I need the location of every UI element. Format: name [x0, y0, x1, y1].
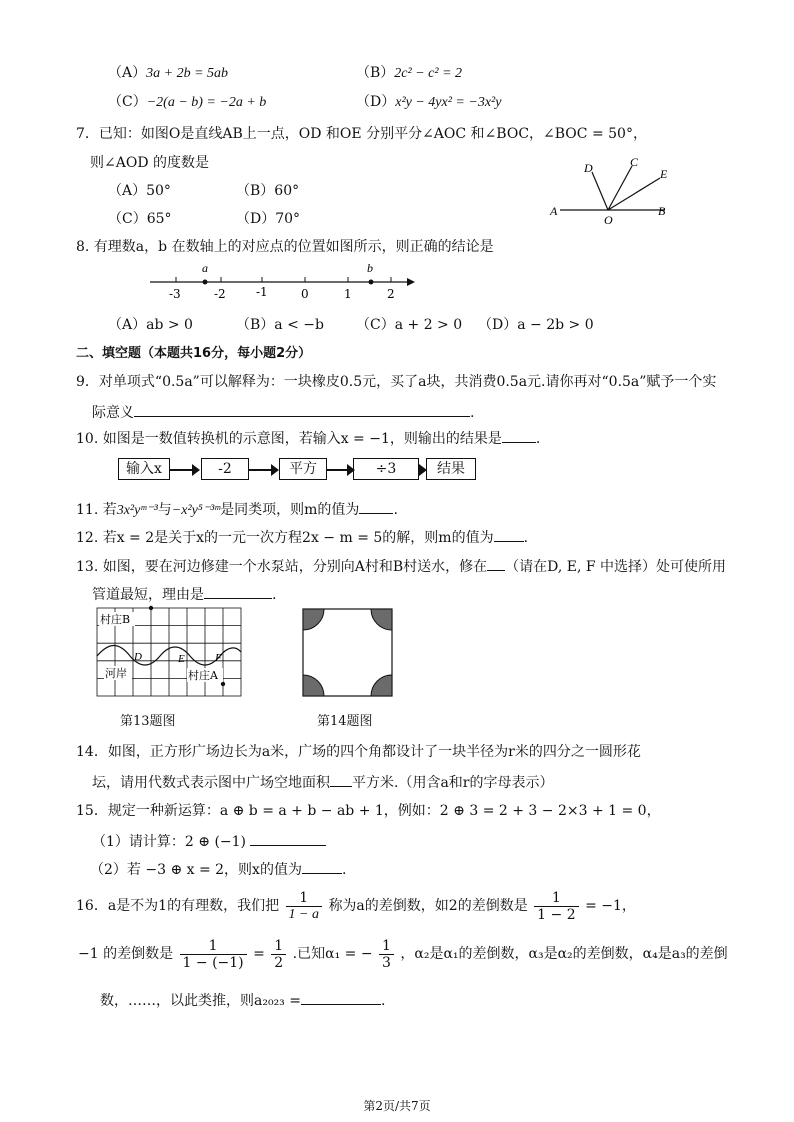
q15-part2-blank[interactable] — [302, 859, 342, 874]
q9-label: 际意义 — [92, 405, 134, 421]
fraction-1-over-1-minus-2 — [534, 890, 578, 923]
option-label: （D） — [356, 94, 396, 110]
tick-label: -3 — [169, 287, 181, 301]
q11-post: 是同类项，则m的值为 — [220, 502, 360, 518]
q15-part1-blank[interactable] — [250, 831, 326, 846]
village-b-label: 村庄B — [100, 613, 131, 626]
period: . — [272, 587, 277, 603]
period: . — [523, 530, 529, 546]
q10-label: 10. 如图是一数值转换机的示意图，若输入x = −1，则输出的结果是 — [76, 431, 502, 447]
q8-option-a: （A）ab > 0 — [108, 317, 193, 333]
q14-label-b: 平方米.（用含a和r的字母表示） — [352, 775, 554, 791]
arrow — [326, 469, 348, 471]
q16-mid1: 称为a的差倒数，如2的差倒数是 — [328, 898, 528, 914]
section-2-title: 二、填空题（本题共16分，每小题2分） — [76, 346, 312, 361]
caption-14: 第14题图 — [317, 714, 373, 729]
option-expr: −2(a − b) = −2a + b — [146, 95, 267, 110]
q14-line2 — [92, 772, 554, 792]
q13-line2 — [92, 584, 276, 604]
option-expr: 3a + 2b = 5ab — [146, 66, 229, 81]
numerator: 1 — [271, 938, 286, 955]
label-a: a — [202, 261, 208, 275]
fraction-1-over-2 — [271, 938, 286, 971]
q16-line2-post: ，α₂是α₁的差倒数，α₃是α₂的差倒数，α₄是a₃的差倒 — [400, 946, 728, 962]
q12-label: 12. 若x = 2是关于x的一元一次方程2x − m = 5的解，则m的值为 — [76, 530, 494, 546]
q16-pre: 16．a是不为1的有理数，我们把 — [76, 898, 280, 914]
ray-od — [592, 172, 608, 210]
ticks — [176, 277, 391, 282]
arrow — [418, 469, 420, 471]
caption-13: 第13题图 — [120, 714, 176, 729]
q13-label-b: （请在D, E, F 中选择）处可使所用 — [505, 559, 727, 575]
q12-text — [76, 527, 528, 547]
numerator: 1 — [379, 938, 394, 955]
q11-answer-blank[interactable] — [359, 499, 393, 514]
q6-option-d — [356, 93, 501, 112]
label-f: F — [215, 652, 222, 664]
village-a-label: 村庄A — [188, 669, 218, 682]
label-d: D — [584, 161, 593, 175]
period: . — [380, 993, 386, 1009]
denominator: 1 − a — [288, 906, 319, 922]
axis-arrow — [407, 278, 415, 286]
tick-label: 1 — [344, 287, 352, 301]
arrow — [169, 469, 193, 471]
q6-option-a — [108, 64, 228, 83]
tick-label: -2 — [214, 287, 226, 301]
river-label: 河岸 — [105, 667, 127, 680]
q16-line2-pre: −1 的差倒数是 — [78, 946, 174, 962]
q7-option-c: （C）65° — [108, 211, 172, 227]
q16-line1 — [76, 888, 636, 924]
q13-reason-label: 管道最短，理由是 — [92, 587, 204, 603]
period: . — [470, 405, 475, 421]
denominator: 2 — [274, 954, 284, 971]
q8-number-line — [145, 258, 420, 304]
q6-option-b — [356, 64, 462, 83]
label-e: E — [178, 653, 185, 665]
point-b — [369, 280, 374, 285]
label-b: b — [367, 261, 373, 275]
q11-pre: 11. 若 — [76, 502, 117, 518]
label-a: A — [550, 204, 558, 218]
numerator: 1 — [180, 938, 247, 955]
converter-result-box: 结果 — [426, 458, 476, 480]
arrow — [248, 469, 272, 471]
q8-option-c: （C）a + 2 > 0 — [356, 317, 463, 333]
option-expr: x²y − 4yx² = −3x²y — [395, 95, 502, 110]
q16-line2 — [78, 936, 728, 972]
q14-answer-blank[interactable] — [330, 772, 352, 787]
fraction-1-over-1-minus-neg1 — [180, 938, 247, 971]
q13-reason-blank[interactable] — [204, 584, 272, 599]
label-e: E — [660, 167, 668, 181]
q10-text — [76, 428, 540, 448]
converter-minus2-box: -2 — [201, 458, 249, 480]
tick-label: 0 — [301, 287, 309, 301]
converter-square-box: 平方 — [279, 458, 327, 480]
period: . — [535, 431, 541, 447]
q13-label: 13. 如图，要在河边修建一个水泵站，分别向A村和B村送水，修在 — [76, 559, 488, 575]
denominator: 3 — [382, 954, 391, 971]
q11-text — [76, 499, 398, 520]
option-label: （C） — [108, 94, 147, 110]
q12-answer-blank[interactable] — [494, 527, 524, 542]
q16-answer-blank[interactable] — [301, 990, 381, 1005]
converter-input-box: 输入x — [118, 458, 170, 480]
q7-option-b: （B）60° — [236, 183, 300, 199]
q11-mid: 与 — [157, 502, 172, 518]
term-1: 3x²yᵐ⁻³ — [116, 503, 158, 518]
page-footer: 第2页/共7页 — [363, 1099, 431, 1113]
label-o: O — [604, 213, 613, 227]
tick-label: -1 — [256, 285, 268, 299]
q15-part2-label: （2）若 −3 ⊕ x = 2，则x的值为 — [90, 862, 302, 878]
fraction-1-over-1-minus-a — [286, 890, 322, 923]
q6-option-c — [108, 93, 266, 112]
q7-line1: 7．已知：如图O是直线AB上一点，OD 和OE 分别平分∠AOC 和∠BOC，∠BOC = 50°， — [76, 126, 647, 142]
converter-divide-box: ÷3 — [353, 458, 419, 480]
q14-square-figure — [302, 608, 394, 698]
label-d: D — [134, 651, 142, 663]
q16-line2-mid: .已知α₁ = − — [292, 946, 373, 962]
numerator: 1 — [286, 890, 322, 907]
q9-answer-blank[interactable] — [134, 402, 470, 417]
q13-line1 — [76, 556, 726, 576]
q7-angle-figure — [540, 150, 690, 230]
q8-option-d: （D）a − 2b > 0 — [478, 317, 594, 333]
q15-part2 — [90, 859, 346, 879]
tick-label: 2 — [387, 287, 395, 301]
q13-grid-figure — [94, 604, 244, 700]
village-b-point — [149, 606, 153, 610]
q7-line2: 则∠AOD 的度数是 — [90, 155, 209, 171]
q7-option-d: （D）70° — [236, 211, 301, 227]
label-b: B — [658, 204, 666, 218]
ray-oe — [608, 178, 660, 210]
q14-line1: 14．如图，正方形广场边长为a米，广场的四个角都设计了一块半径为r米的四分之一圆形花 — [76, 744, 641, 760]
period: . — [341, 862, 347, 878]
q14-label: 坛，请用代数式表示图中广场空地面积 — [92, 775, 330, 791]
q13-answer-blank[interactable] — [487, 556, 505, 571]
option-label: （A） — [108, 65, 147, 81]
option-label: （B） — [356, 65, 395, 81]
equals: = — [253, 946, 265, 962]
q9-line1: 9．对单项式“0.5a”可以解释为：一块橡皮0.5元，买了a块，共消费0.5a元.请你再对“0.5a”赋予一个实 — [76, 374, 717, 390]
village-a-point — [221, 682, 225, 686]
q10-answer-blank[interactable] — [502, 428, 536, 443]
q7-option-a: （A）50° — [108, 183, 171, 199]
option-expr: 2c² − c² = 2 — [394, 66, 463, 81]
period: . — [393, 502, 398, 518]
q16-line3 — [100, 990, 385, 1010]
denominator: 1 − (−1) — [182, 954, 244, 971]
term-2: −x²y⁵⁻³ᵐ — [171, 503, 221, 518]
q16-mid2: = −1， — [585, 898, 636, 914]
q15-part1 — [92, 831, 326, 851]
q8-option-b: （B）a < −b — [236, 317, 324, 333]
numerator: 1 — [534, 890, 578, 907]
q16-line3-label: 数，……，以此类推，则a₂₀₂₃ = — [100, 993, 301, 1009]
ray-oc — [608, 166, 632, 210]
point-a — [203, 280, 208, 285]
q15-line1: 15．规定一种新运算：a ⊕ b = a + b − ab + 1，例如：2 ⊕ 3 = 2 + 3 − 2×3 + 1 = 0， — [76, 803, 661, 819]
q8-text: 8. 有理数a，b 在数轴上的对应点的位置如图所示，则正确的结论是 — [76, 239, 494, 255]
q9-line2 — [92, 402, 474, 422]
label-c: C — [630, 155, 639, 169]
denominator: 1 − 2 — [537, 906, 576, 923]
fraction-1-over-3 — [379, 938, 394, 971]
q15-part1-label: （1）请计算：2 ⊕ (−1) — [92, 834, 247, 850]
